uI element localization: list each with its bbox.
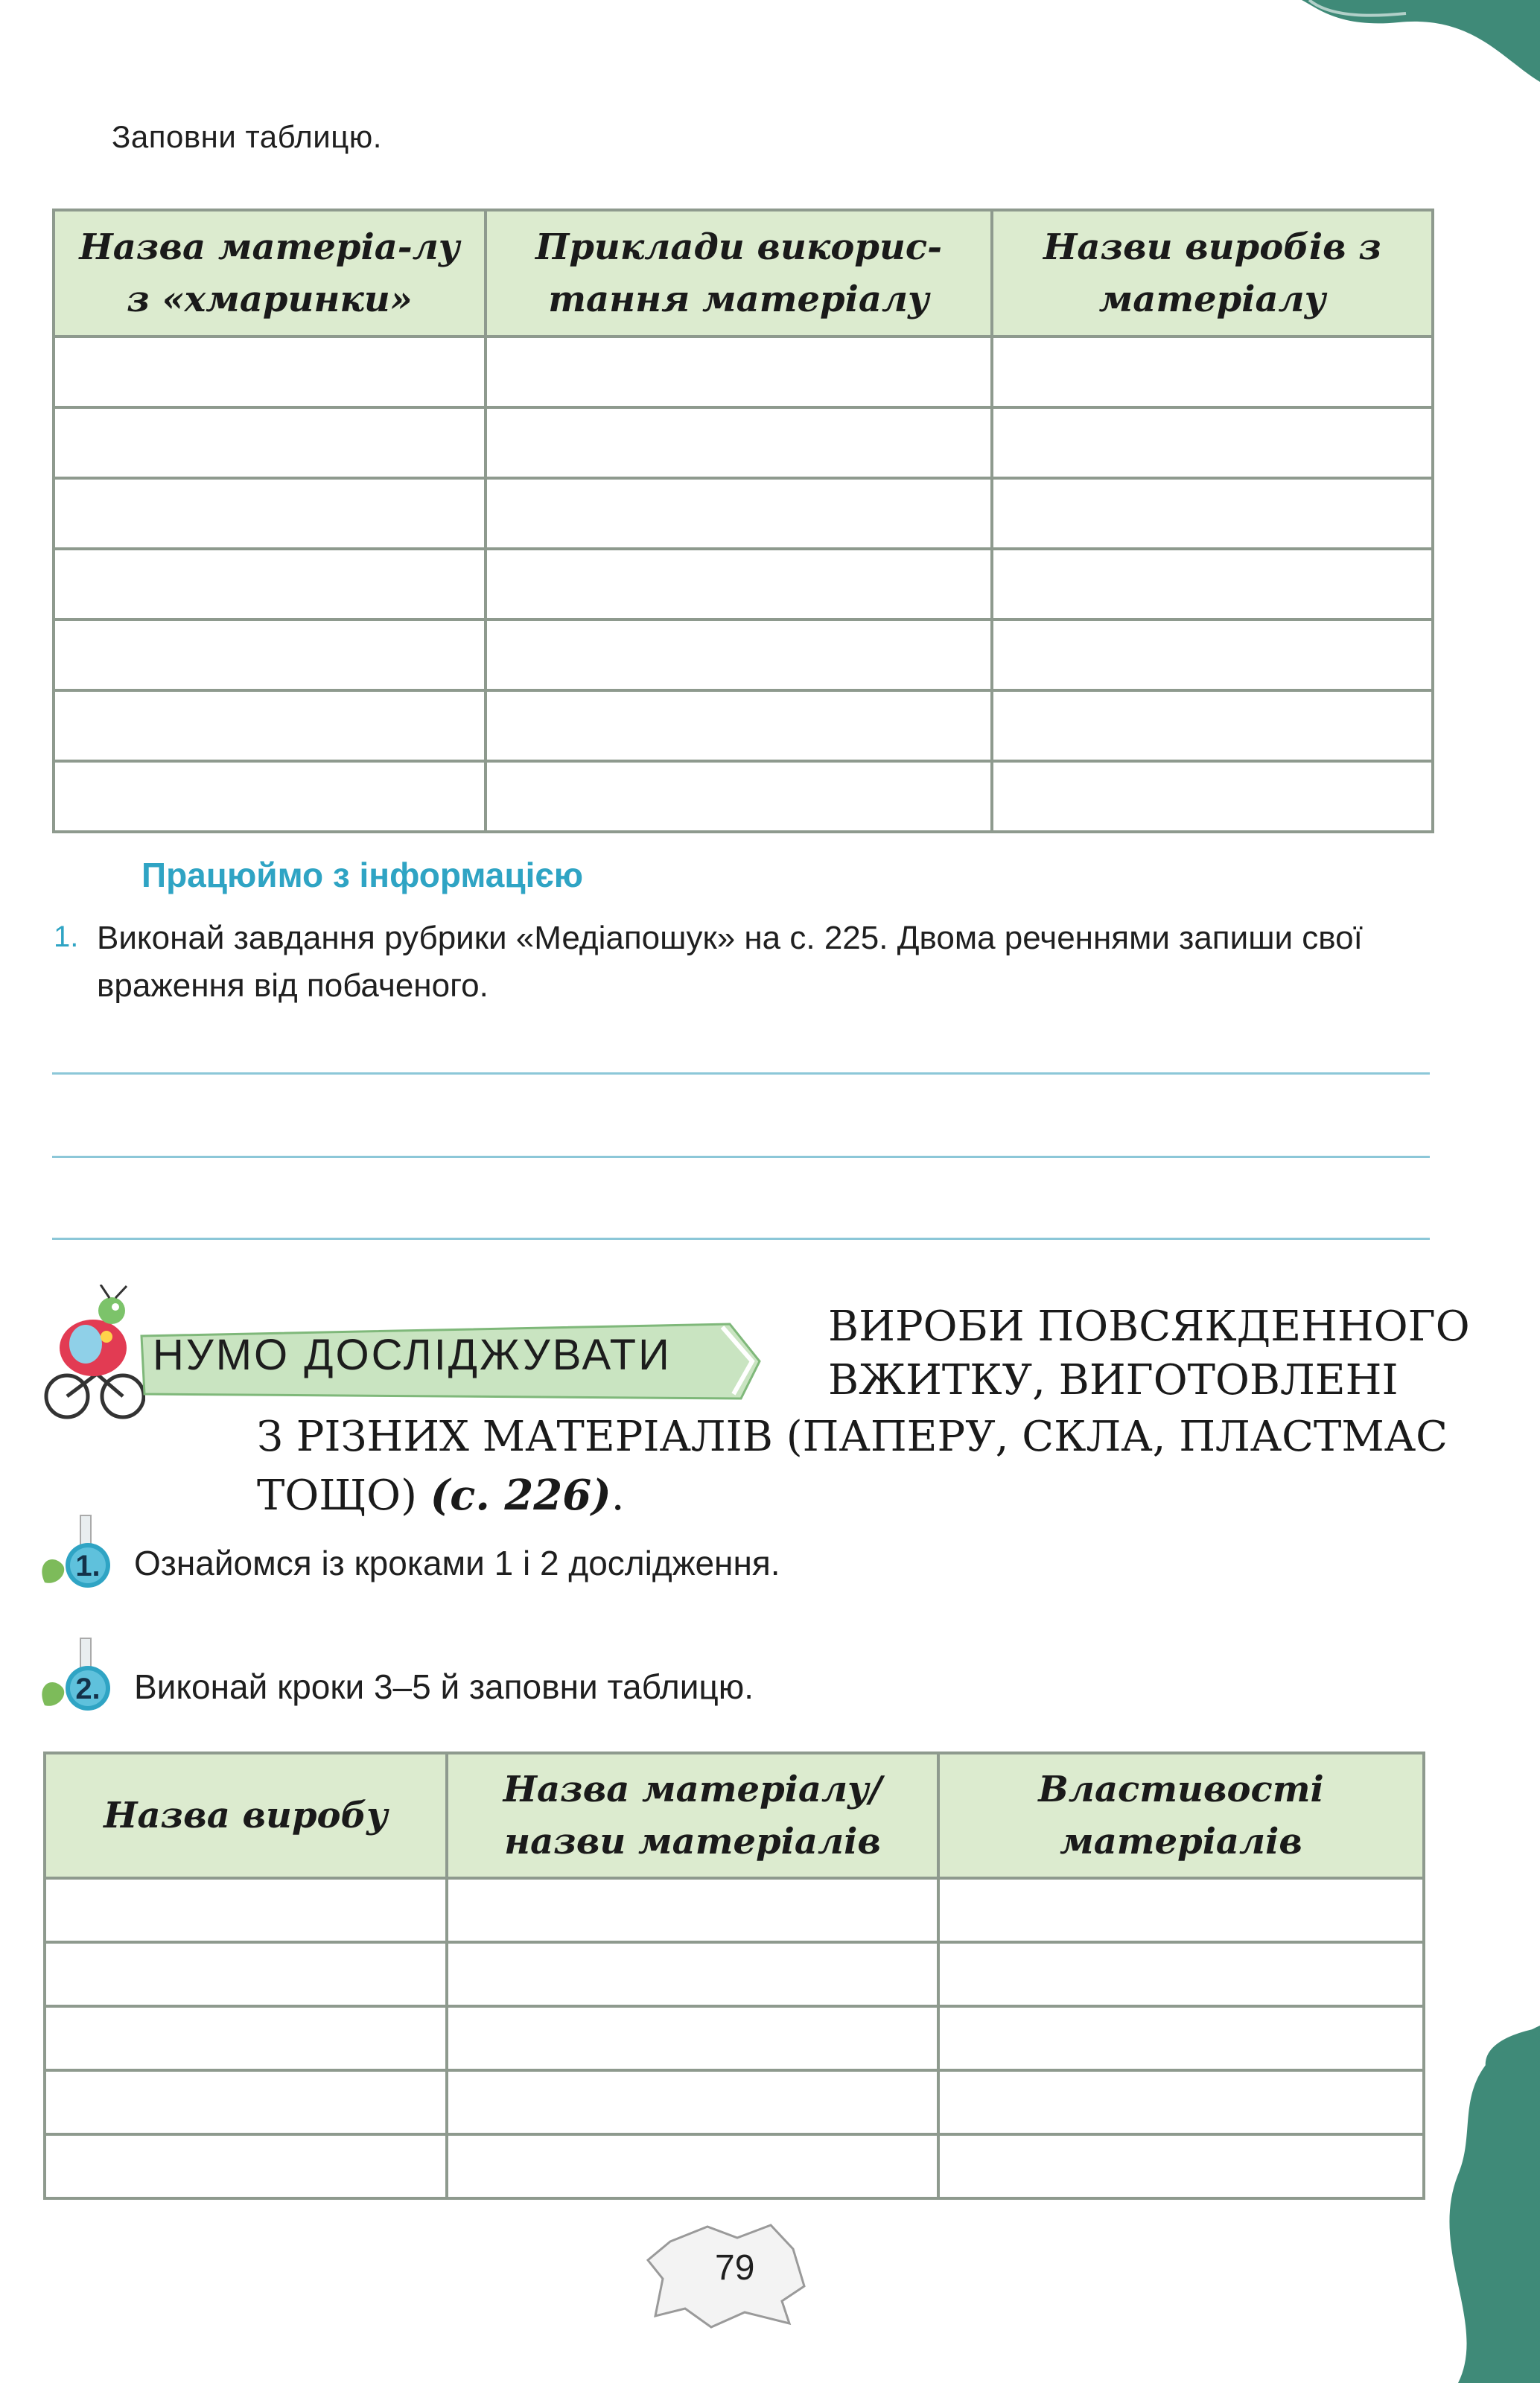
table-cell[interactable] — [54, 478, 486, 549]
research-heading-line: ВЖИТКУ, ВИГОТОВЛЕНІ — [828, 1356, 1399, 1404]
research-heading-line — [257, 1472, 625, 1520]
table-cell[interactable] — [45, 1878, 447, 1942]
col-header-material-name: Назва матеріа-лу з «хмаринки» — [54, 210, 486, 337]
flask-step-icon — [36, 1635, 118, 1717]
corner-leaf-decoration — [1153, 0, 1540, 82]
banner-label: НУМО ДОСЛІДЖУВАТИ — [153, 1331, 672, 1379]
table-cell[interactable] — [486, 620, 992, 690]
table-cell[interactable] — [486, 761, 992, 832]
table-cell[interactable] — [992, 478, 1433, 549]
table-cell[interactable] — [938, 1878, 1424, 1942]
writing-line[interactable] — [52, 1156, 1430, 1158]
col-header-product-name: Назва виробу — [45, 1753, 447, 1878]
table-cell[interactable] — [447, 1878, 938, 1942]
table-cell[interactable] — [45, 1942, 447, 2006]
step-number: 2. — [75, 1673, 101, 1705]
table-row — [54, 761, 1433, 832]
flask-step-icon — [36, 1512, 118, 1594]
table-cell[interactable] — [45, 2006, 447, 2070]
step-number: 1. — [75, 1550, 101, 1582]
side-leaf-decoration — [1413, 2026, 1540, 2383]
table-cell[interactable] — [486, 690, 992, 761]
bug-on-bicycle-icon — [41, 1285, 145, 1422]
table-cell[interactable] — [486, 337, 992, 407]
table-row — [45, 2134, 1424, 2198]
table-cell[interactable] — [54, 761, 486, 832]
table-cell[interactable] — [447, 2134, 938, 2198]
table-row — [45, 1942, 1424, 2006]
task-number: 1. — [54, 920, 79, 953]
table-cell[interactable] — [54, 337, 486, 407]
task-text: Виконай завдання рубрики «Медіапошук» на с. 225. Двома реченнями запиши свої враження від побаченого. — [97, 920, 1363, 1004]
table-cell[interactable] — [447, 2070, 938, 2134]
step-text: Ознайомся із кроками 1 і 2 дослідження. — [134, 1544, 780, 1582]
table-row — [45, 1878, 1424, 1942]
table-cell[interactable] — [992, 690, 1433, 761]
table-row — [54, 407, 1433, 478]
table-cell[interactable] — [54, 407, 486, 478]
table-cell[interactable] — [486, 407, 992, 478]
table-cell[interactable] — [992, 407, 1433, 478]
table-row — [54, 690, 1433, 761]
heading-text: ТОЩО) — [257, 1472, 417, 1520]
table-cell[interactable] — [45, 2134, 447, 2198]
table-row — [45, 2070, 1424, 2134]
heading-period: . — [611, 1472, 625, 1520]
col-header-material-names: Назва матеріалу/ назви матеріалів — [447, 1753, 938, 1878]
table-row — [54, 478, 1433, 549]
table-cell[interactable] — [938, 2134, 1424, 2198]
intro-instruction: Заповни таблицю. — [112, 119, 382, 154]
table-cell[interactable] — [938, 2006, 1424, 2070]
writing-line[interactable] — [52, 1238, 1430, 1240]
table-row — [54, 549, 1433, 620]
products-table — [43, 1752, 1425, 2200]
step-text: Виконай кроки 3–5 й заповни таблицю. — [134, 1667, 754, 1706]
table-cell[interactable] — [447, 1942, 938, 2006]
section-title: Працюймо з інформацією — [141, 856, 584, 894]
table-cell[interactable] — [992, 549, 1433, 620]
table-cell[interactable] — [938, 2070, 1424, 2134]
table-cell[interactable] — [938, 1942, 1424, 2006]
research-heading-line: З РІЗНИХ МАТЕРІАЛІВ (ПАПЕРУ, СКЛА, ПЛАСТМАС — [257, 1413, 1448, 1461]
table-row — [54, 620, 1433, 690]
table-cell[interactable] — [486, 549, 992, 620]
table-cell[interactable] — [45, 2070, 447, 2134]
col-header-product-names: Назви виробів з матеріалу — [992, 210, 1433, 337]
writing-line[interactable] — [52, 1072, 1430, 1075]
table-cell[interactable] — [992, 620, 1433, 690]
table-cell[interactable] — [54, 620, 486, 690]
table-row — [45, 2006, 1424, 2070]
page-reference: (с. 226) — [430, 1471, 611, 1520]
table-cell[interactable] — [54, 549, 486, 620]
table-cell[interactable] — [486, 478, 992, 549]
materials-table — [52, 209, 1434, 833]
page-number: 79 — [715, 2248, 755, 2288]
table-cell[interactable] — [992, 337, 1433, 407]
table-cell[interactable] — [54, 690, 486, 761]
research-heading-line: ВИРОБИ ПОВСЯКДЕННОГО — [828, 1302, 1470, 1351]
table-cell[interactable] — [447, 2006, 938, 2070]
table-row — [54, 337, 1433, 407]
col-header-usage-examples: Приклади викорис-тання матеріалу — [486, 210, 992, 337]
col-header-material-properties: Властивості матеріалів — [938, 1753, 1424, 1878]
table-cell[interactable] — [992, 761, 1433, 832]
